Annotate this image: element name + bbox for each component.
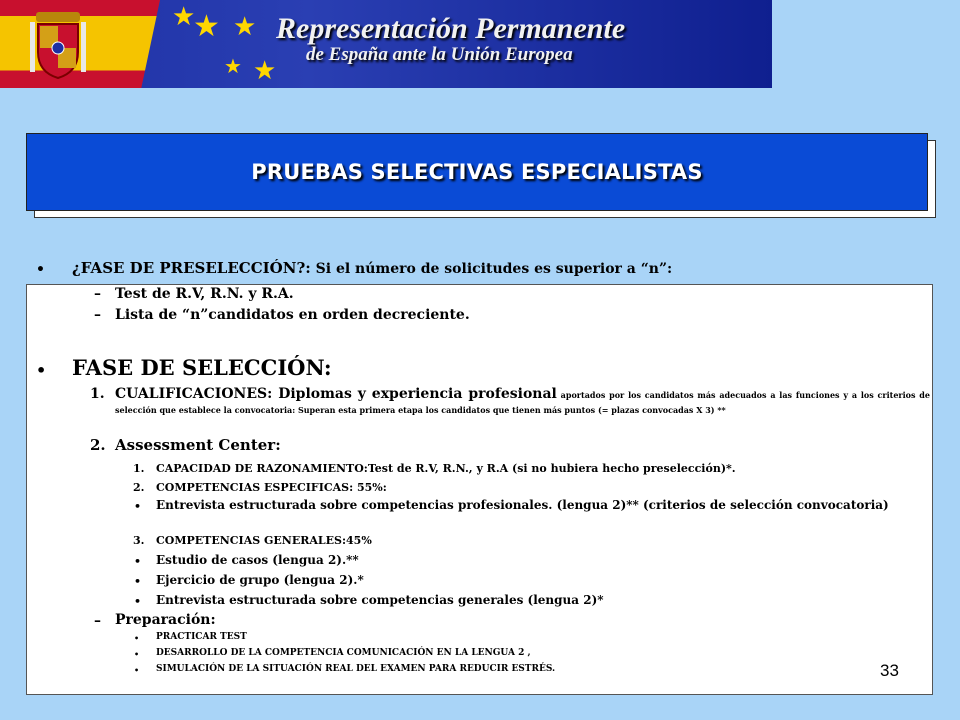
- preparacion-item: SIMULACIÓN DE LA SITUACIÓN REAL DEL EXAMEN PARA REDUCIR ESTRÉS.: [156, 664, 556, 674]
- preparacion-label: Preparación:: [115, 612, 216, 628]
- header-banner: [0, 0, 772, 88]
- bullet-marker: •: [134, 555, 142, 568]
- number-marker: 2.: [133, 481, 145, 494]
- dash-marker: –: [94, 613, 101, 629]
- eu-star-icon: ★: [172, 2, 196, 32]
- assessment-item: COMPETENCIAS ESPECIFICAS: 55%:: [156, 481, 387, 494]
- cualificaciones-label: CUALIFICACIONES: Diplomas y experiencia profesional: [115, 386, 557, 402]
- eu-star-icon: ★: [193, 9, 220, 44]
- bullet-marker: •: [36, 262, 45, 278]
- bullet-marker: •: [134, 595, 142, 608]
- bullet-marker: •: [134, 634, 140, 643]
- page-title: PRUEBAS SELECTIVAS ESPECIALISTAS: [251, 160, 703, 184]
- seleccion-heading: FASE DE SELECCIÓN:: [72, 355, 332, 380]
- assessment-item: Entrevista estructurada sobre competencias generales (lengua 2)*: [156, 593, 604, 607]
- preseleccion-item: Test de R.V, R.N. y R.A.: [115, 286, 294, 302]
- assessment-item: COMPETENCIAS GENERALES:45%: [156, 534, 372, 547]
- bullet-marker: •: [134, 666, 140, 675]
- bullet-marker: •: [36, 361, 47, 380]
- preseleccion-line: [72, 259, 672, 277]
- number-marker: 3.: [133, 534, 145, 547]
- preseleccion-condition: Si el número de solicitudes es superior a “n”:: [310, 261, 673, 277]
- number-marker: 2.: [90, 436, 106, 454]
- banner-title: Representación Permanente: [276, 12, 626, 45]
- cualificaciones-detail: aportados por los candidatos más adecuados a las funciones y a los criterios de selección que establece la convocatoria: Superan esta primera etapa los candidatos que tienen más puntos (= plazas convocadas X 3) **: [115, 390, 930, 415]
- coat-of-arms-icon: [30, 8, 86, 80]
- eu-star-icon: ★: [233, 12, 257, 42]
- preparacion-item: PRACTICAR TEST: [156, 632, 247, 642]
- assessment-item: Estudio de casos (lengua 2).**: [156, 553, 359, 567]
- dash-marker: –: [94, 286, 101, 302]
- number-marker: 1.: [133, 462, 145, 475]
- assessment-item: CAPACIDAD DE RAZONAMIENTO:Test de R.V, R.N., y R.A (si no hubiera hecho preselección)*.: [156, 462, 736, 475]
- preseleccion-heading: ¿FASE DE PRESELECCIÓN?:: [72, 259, 311, 277]
- eu-star-icon: ★: [224, 54, 242, 78]
- banner-subtitle: de España ante la Unión Europea: [306, 44, 573, 65]
- eu-star-icon: ★: [253, 56, 277, 86]
- preparacion-item: DESARROLLO DE LA COMPETENCIA COMUNICACIÓN EN LA LENGUA 2 ,: [156, 648, 531, 658]
- bullet-marker: •: [134, 575, 142, 588]
- assessment-item: Ejercicio de grupo (lengua 2).*: [156, 573, 364, 587]
- assessment-label: Assessment Center:: [115, 436, 281, 454]
- title-box: [26, 133, 928, 211]
- page-number: 33: [880, 661, 899, 680]
- number-marker: 1.: [90, 386, 105, 402]
- preseleccion-item: Lista de “n”candidatos en orden decreciente.: [115, 307, 470, 323]
- bullet-marker: •: [134, 500, 142, 513]
- assessment-item: Entrevista estructurada sobre competencias profesionales. (lengua 2)** (criterios de selección convocatoria): [156, 498, 889, 512]
- dash-marker: –: [94, 307, 101, 323]
- cualificaciones-paragraph: [115, 386, 930, 416]
- bullet-marker: •: [134, 650, 140, 659]
